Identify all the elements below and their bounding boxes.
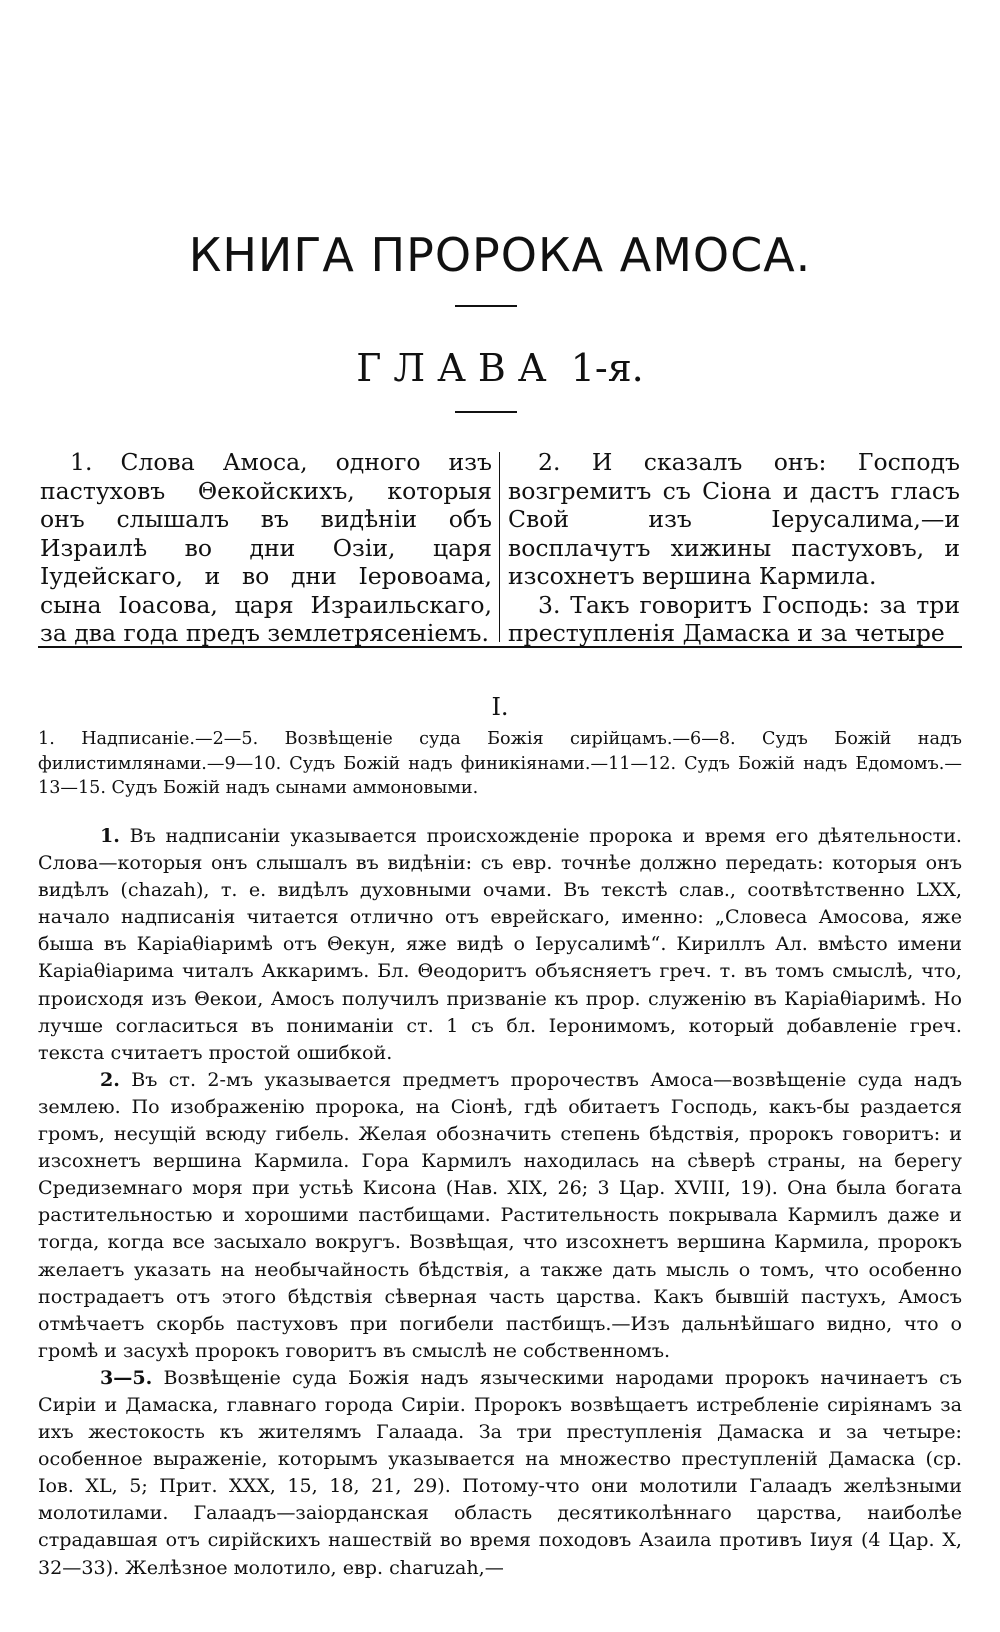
verse-2: 2. И сказалъ онъ: Господъ возгремитъ съ Сіона и дастъ гласъ Свой изъ Іерусалима,—и восплачутъ хижины пастуховъ, и изсохнетъ вершина Кармила. [508, 448, 960, 590]
chapter-heading [0, 346, 1000, 390]
book-title-text: КНИГА ПРОРОКА АМОСА [188, 228, 796, 282]
summary-text: 1. Надписаніе.—2—5. Возвѣщеніе суда Божія сирійцамъ.—6—8. Судъ Божій надъ филистимлянами.—9—10. Судъ Божій надъ финикіянами.—11—12. Судъ Божій надъ Едомомъ.—13—15. Судъ Божій надъ сынами аммоновыми. [38, 729, 962, 798]
chapter-rule [455, 411, 517, 413]
title-rule [455, 305, 517, 307]
book-title-dot: . [795, 228, 812, 282]
section-summary [38, 727, 962, 801]
commentary-num: 1. [100, 824, 120, 847]
commentary-text: Въ ст. 2-мъ указывается предметъ пророчествъ Амоса—возвѣщеніе суда надъ землею. По изображенію пророка, на Сіонѣ, гдѣ обитаетъ Господь, какъ-бы раздается громъ, несущій всюду гибель. Желая обозначить степень бѣдствія, пророкъ говоритъ: и изсохнетъ вершина Кармила. Гора Кармилъ находилась на сѣверѣ страны, на берегу Средиземнаго моря при устьѣ Кисона (Нав. XIX, 26; 3 Цар. XVIII, 19). Она была богата растительностью и хорошими пастбищами. Растительность покрывала Кармилъ даже и тогда, когда все засыхало вокругъ. Возвѣщая, что изсохнетъ вершина Кармила, пророкъ желаетъ указать на необычайность бѣдствія, а также дать мысль о томъ, что особенно пострадаетъ отъ этого бѣдствія сѣверная часть царства. Какъ бывшій пастухъ, Амосъ отмѣчаетъ скорбь пастуховъ при погибели пастбищъ.—Изъ дальнѣйшаго видно, что о громѣ и засухѣ пророкъ говоритъ въ смыслѣ не собственномъ. [38, 1067, 962, 1362]
book-title [0, 228, 1000, 282]
section-numeral: I. [491, 693, 509, 721]
text-commentary-rule [38, 646, 962, 648]
commentary-text: Возвѣщеніе суда Божія надъ языческими народами пророкъ начинаетъ съ Сиріи и Дамаска, главнаго города Сиріи. Пророкъ возвѣщаетъ истребленіе сиріянамъ за ихъ жестокость къ жителямъ Галаада. За три преступленія Дамаска и за четыре: особенное выраженіе, которымъ указывается на множество преступленій Дамаска (ср. Іов. XL, 5; Прит. XXX, 15, 18, 21, 29). Потому-что они молотили Галаадъ желѣзными молотилами. Галаадъ—заіорданская область десятиколѣннаго царства, наиболѣе страдавшая отъ сирійскихъ нашествій во время походовъ Азаила противъ Іиуя (4 Цар. X, 32—33). Желѣзное молотило, евр. charuzah,— [38, 1365, 962, 1579]
commentary-paragraph [38, 822, 962, 1066]
column-divider [499, 452, 500, 642]
verse-column-right [508, 448, 960, 648]
verse-column-left [40, 448, 492, 648]
chapter-number: 1-я. [570, 346, 644, 390]
verse-3: 3. Такъ говоритъ Господь: за три преступленія Дамаска и за четыре [508, 590, 960, 647]
commentary-num: 2. [100, 1067, 120, 1091]
verse-1: 1. Слова Амоса, одного изъ пастуховъ Θекойскихъ, которыя онъ слышалъ въ видѣніи объ Израилѣ во дни Озіи, царя Іудейскаго, и во дни Іеровоама, сына Іоасова, царя Израильскаго, за два года предъ землетрясеніемъ. [40, 448, 492, 647]
commentary-num: 3—5. [100, 1365, 153, 1389]
chapter-label: ГЛАВА [356, 346, 559, 390]
commentary-text: Въ надписаніи указывается происхожденіе пророка и время его дѣятельности. Слова—которыя онъ слышалъ въ видѣніи: съ евр. точнѣе должно передать: которыя онъ видѣлъ (chazah), т. е. видѣлъ духовными очами. Въ текстѣ слав., соотвѣтственно LXX, начало надписанія читается отлично отъ еврейскаго, именно: „Словеса Амосова, яже быша въ Каріаθіаримѣ отъ Θекун, яже видѣ о Іерусалимѣ“. Кириллъ Ал. вмѣсто имени Каріаθіарима читалъ Аккаримъ. Бл. Θеодоритъ объясняетъ греч. т. въ томъ смыслѣ, что, происходя изъ Θекои, Амосъ получилъ призваніе къ прор. служенію въ Каріаθіаримѣ. Но лучше согласиться въ пониманіи ст. 1 съ бл. Іеронимомъ, который добавленіе греч. текста считаетъ простой ошибкой. [38, 824, 962, 1064]
commentary [38, 822, 962, 1581]
commentary-paragraph [38, 1364, 962, 1581]
commentary-paragraph [38, 1066, 962, 1364]
